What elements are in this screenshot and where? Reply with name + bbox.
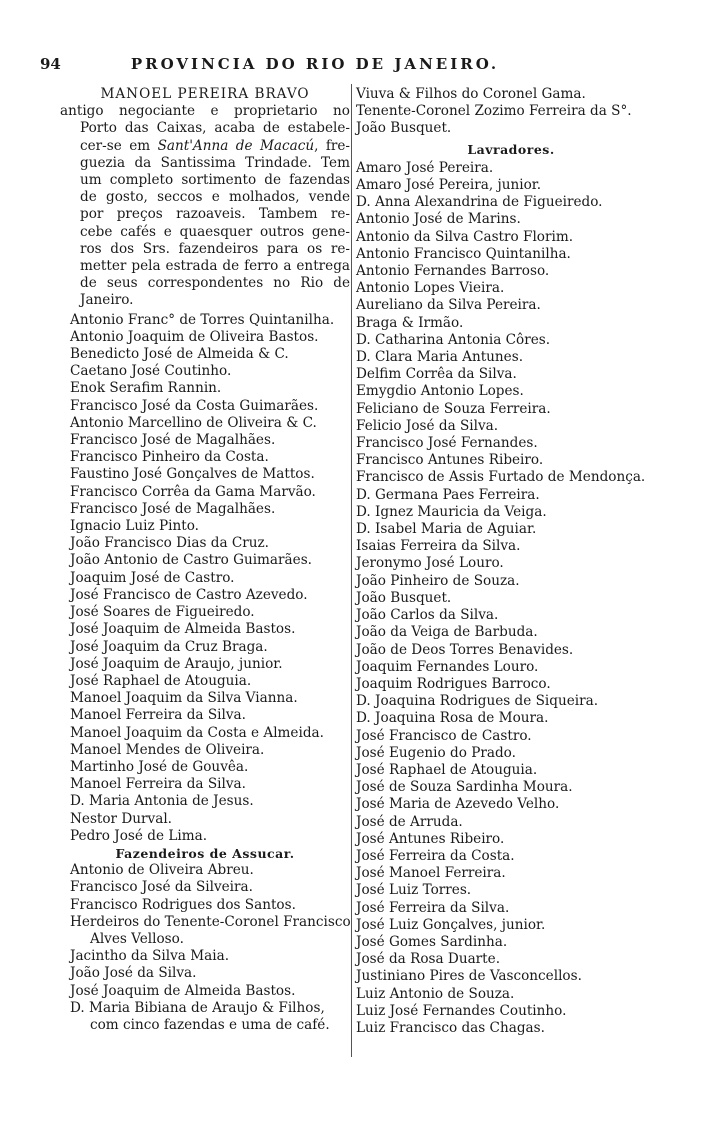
lavrador-entry: Feliciano de Souza Ferreira. (356, 400, 551, 417)
notice-line: guezia da Santissima Trindade. Tem (80, 154, 350, 171)
merchant-list (60, 312, 350, 845)
lavrador-entry: Aureliano da Silva Pereira. (356, 297, 541, 314)
top-entry: Viuva & Filhos do Coronel Gama. (356, 86, 586, 102)
merchant-entry: Antonio Franc° de Torres Quintanilha. (70, 311, 335, 328)
notice-line: cer-se em Sant'Anna de Macacú, fre- (80, 137, 350, 154)
merchant-entry: Martinho José de Gouvêa. (70, 758, 249, 775)
sugar-planter-entry: Antonio de Oliveira Abreu. (70, 862, 254, 879)
sugar-planter-entry: D. Maria Bibiana de Araujo & Filhos, (70, 999, 325, 1016)
merchant-entry: José Raphael de Atouguia. (70, 672, 252, 689)
lavrador-entry: Amaro José Pereira. (356, 159, 494, 176)
lavrador-entry: João Pinheiro de Souza. (356, 572, 520, 589)
lavrador-entry: Antonio Lopes Vieira. (356, 280, 505, 297)
merchant-entry: José Joaquim da Cruz Braga. (70, 638, 268, 655)
sugar-planters-list (60, 862, 350, 1034)
sugar-planter-entry: João José da Silva. (70, 965, 197, 982)
notice-line: metter pela estrada de ferro a entrega (80, 258, 350, 275)
merchant-entry: Manoel Joaquim da Silva Vianna. (70, 690, 298, 707)
lavrador-entry: José de Souza Sardinha Moura. (356, 779, 573, 796)
sugar-planter-entry: Francisco José da Silveira. (70, 879, 253, 896)
merchant-entry: Antonio Marcellino de Oliveira & C. (70, 414, 317, 431)
lavrador-entry: Antonio Fernandes Barroso. (356, 263, 550, 280)
lavrador-entry: Felicio José da Silva. (356, 417, 499, 434)
right-column (356, 86, 666, 1037)
lavrador-entry: D. Clara Maria Antunes. (356, 349, 524, 366)
merchant-entry: D. Maria Antonia de Jesus. (70, 793, 254, 810)
lavrador-entry: João Busquet. (356, 589, 452, 606)
lavrador-entry: José de Arruda. (356, 813, 463, 830)
page-title: PROVINCIA DO RIO DE JANEIRO. (130, 55, 500, 73)
merchant-entry: José Francisco de Castro Azevedo. (70, 586, 308, 603)
notice-line: de gosto, seccos e molhados, vende (80, 189, 350, 206)
sugar-planter-entry: com cinco fazendas e uma de café. (90, 1016, 330, 1033)
notice-line: um completo sortimento de fazendas (80, 172, 350, 189)
merchant-entry: Pedro José de Lima. (70, 827, 208, 844)
lavrador-entry: José Ferreira da Costa. (356, 847, 515, 864)
lavrador-entry: Francisco de Assis Furtado de Mendonça. (356, 469, 646, 486)
merchant-entry: Francisco José de Magalhães. (70, 432, 276, 449)
merchant-entry: Francisco José de Magalhães. (70, 500, 276, 517)
merchant-entry: Antonio Joaquim de Oliveira Bastos. (70, 328, 319, 345)
place-name: Sant'Anna de Macacú (157, 137, 315, 154)
lavrador-entry: Antonio Francisco Quintanilha. (356, 245, 571, 262)
lavrador-entry: Joaquim Rodrigues Barroco. (356, 675, 551, 692)
lavrador-entry: Antonio José de Marins. (356, 211, 521, 228)
notice-line: por preços razoaveis. Tambem re- (80, 206, 350, 223)
lavrador-entry: José da Rosa Duarte. (356, 951, 501, 968)
lavrador-entry: Joaquim Fernandes Louro. (356, 658, 539, 675)
lavrador-entry: Isaias Ferreira da Silva. (356, 538, 521, 555)
lavrador-entry: Francisco Antunes Ribeiro. (356, 452, 544, 469)
lavrador-entry: D. Joaquina Rosa de Moura. (356, 710, 549, 727)
sugar-planter-entry: Jacintho da Silva Maia. (70, 948, 230, 965)
merchant-entry: José Soares de Figueiredo. (70, 604, 255, 621)
lavrador-entry: José Raphael de Atouguia. (356, 761, 538, 778)
merchant-entry: Francisco Pinheiro da Costa. (70, 449, 269, 466)
merchant-entry: Francisco José da Costa Guimarães. (70, 397, 319, 414)
lavrador-entry: Justiniano Pires de Vasconcellos. (356, 968, 582, 985)
left-column (60, 86, 350, 1034)
lavrador-entry: D. Joaquina Rodrigues de Siqueira. (356, 693, 599, 710)
column-divider (351, 84, 352, 1057)
lavrador-entry: Luiz Antonio de Souza. (356, 985, 515, 1002)
lavrador-entry: Luiz José Fernandes Coutinho. (356, 1002, 567, 1019)
lavrador-entry: José Eugenio do Prado. (356, 744, 516, 761)
lavrador-entry: D. Isabel Maria de Aguiar. (356, 521, 537, 538)
lavrador-entry: José Luiz Torres. (356, 882, 472, 899)
lavradores-list (356, 160, 666, 1037)
lavrador-entry: José Maria de Azevedo Velho. (356, 796, 560, 813)
sugar-planters-heading: Fazendeiros de Assucar. (115, 845, 295, 861)
merchant-entry: Ignacio Luiz Pinto. (70, 518, 199, 535)
lavrador-entry: D. Ignez Mauricia da Veiga. (356, 503, 547, 520)
notice-line: de seus correspondentes no Rio de (80, 275, 350, 292)
merchant-entry: Manoel Ferreira da Silva. (70, 707, 246, 724)
merchant-entry: Manoel Mendes de Oliveira. (70, 741, 265, 758)
lavrador-entry: José Luiz Gonçalves, junior. (356, 916, 546, 933)
lavrador-entry: José Gomes Sardinha. (356, 933, 508, 950)
lavrador-entry: José Ferreira da Silva. (356, 899, 510, 916)
lavrador-entry: Emygdio Antonio Lopes. (356, 383, 524, 400)
merchant-entry: Joaquim José de Castro. (70, 569, 235, 586)
lavrador-entry: Luiz Francisco das Chagas. (356, 1019, 545, 1036)
lavrador-entry: D. Germana Paes Ferreira. (356, 486, 540, 503)
lavrador-entry: D. Anna Alexandrina de Figueiredo. (356, 194, 603, 211)
merchant-entry: Nestor Durval. (70, 810, 172, 827)
merchant-notice (60, 103, 350, 309)
right-top-entries (356, 86, 666, 138)
lavrador-entry: Braga & Irmão. (356, 314, 464, 331)
lavradores-heading: Lavradores. (467, 141, 555, 157)
notice-line: antigo negociante e proprietario no (60, 103, 350, 120)
merchant-name: MANOEL PEREIRA BRAVO (100, 86, 310, 102)
merchant-entry: Enok Serafim Rannin. (70, 380, 222, 397)
merchant-entry: Francisco Corrêa da Gama Marvão. (70, 483, 316, 500)
notice-line: ros dos Srs. fazendeiros para os re- (80, 240, 350, 257)
merchant-entry: Manoel Ferreira da Silva. (70, 776, 246, 793)
lavrador-entry: Jeronymo José Louro. (356, 555, 504, 572)
lavrador-entry: Delfim Corrêa da Silva. (356, 366, 517, 383)
lavrador-entry: Antonio da Silva Castro Florim. (356, 228, 574, 245)
lavrador-entry: Francisco José Fernandes. (356, 435, 538, 452)
lavrador-entry: José Manoel Ferreira. (356, 865, 506, 882)
merchant-entry: João Francisco Dias da Cruz. (70, 535, 270, 552)
merchant-entry: João Antonio de Castro Guimarães. (70, 552, 312, 569)
sugar-planter-entry: Francisco Rodrigues dos Santos. (70, 896, 296, 913)
merchant-entry: José Joaquim de Araujo, junior. (70, 655, 283, 672)
lavrador-entry: Amaro José Pereira, junior. (356, 177, 542, 194)
page-header (40, 55, 550, 73)
merchant-entry: Manoel Joaquim da Costa e Almeida. (70, 724, 324, 741)
notice-line: Janeiro. (80, 292, 134, 309)
lavrador-entry: João Carlos da Silva. (356, 607, 499, 624)
sugar-planter-entry: Herdeiros do Tenente-Coronel Francisco (70, 913, 351, 930)
merchant-entry: José Joaquim de Almeida Bastos. (70, 621, 296, 638)
merchant-entry: Faustino José Gonçalves de Mattos. (70, 466, 315, 483)
merchant-entry: Caetano José Coutinho. (70, 363, 232, 380)
notice-line: Porto das Caixas, acaba de estabele- (80, 120, 350, 137)
lavrador-entry: João de Deos Torres Benavides. (356, 641, 574, 658)
sugar-planter-entry: Alves Velloso. (90, 930, 184, 947)
merchant-entry: Benedicto José de Almeida & C. (70, 346, 289, 363)
lavrador-entry: João da Veiga de Barbuda. (356, 624, 538, 641)
sugar-planter-entry: José Joaquim de Almeida Bastos. (70, 982, 296, 999)
top-entry: Tenente-Coronel Zozimo Ferreira da S°. (356, 103, 632, 120)
page-number: 94 (40, 55, 61, 73)
notice-line: cebe cafés e quaesquer outros gene- (80, 223, 350, 240)
lavrador-entry: José Francisco de Castro. (356, 727, 532, 744)
lavrador-entry: José Antunes Ribeiro. (356, 830, 505, 847)
lavrador-entry: D. Catharina Antonia Côres. (356, 331, 551, 348)
top-entry: João Busquet. (356, 120, 452, 137)
